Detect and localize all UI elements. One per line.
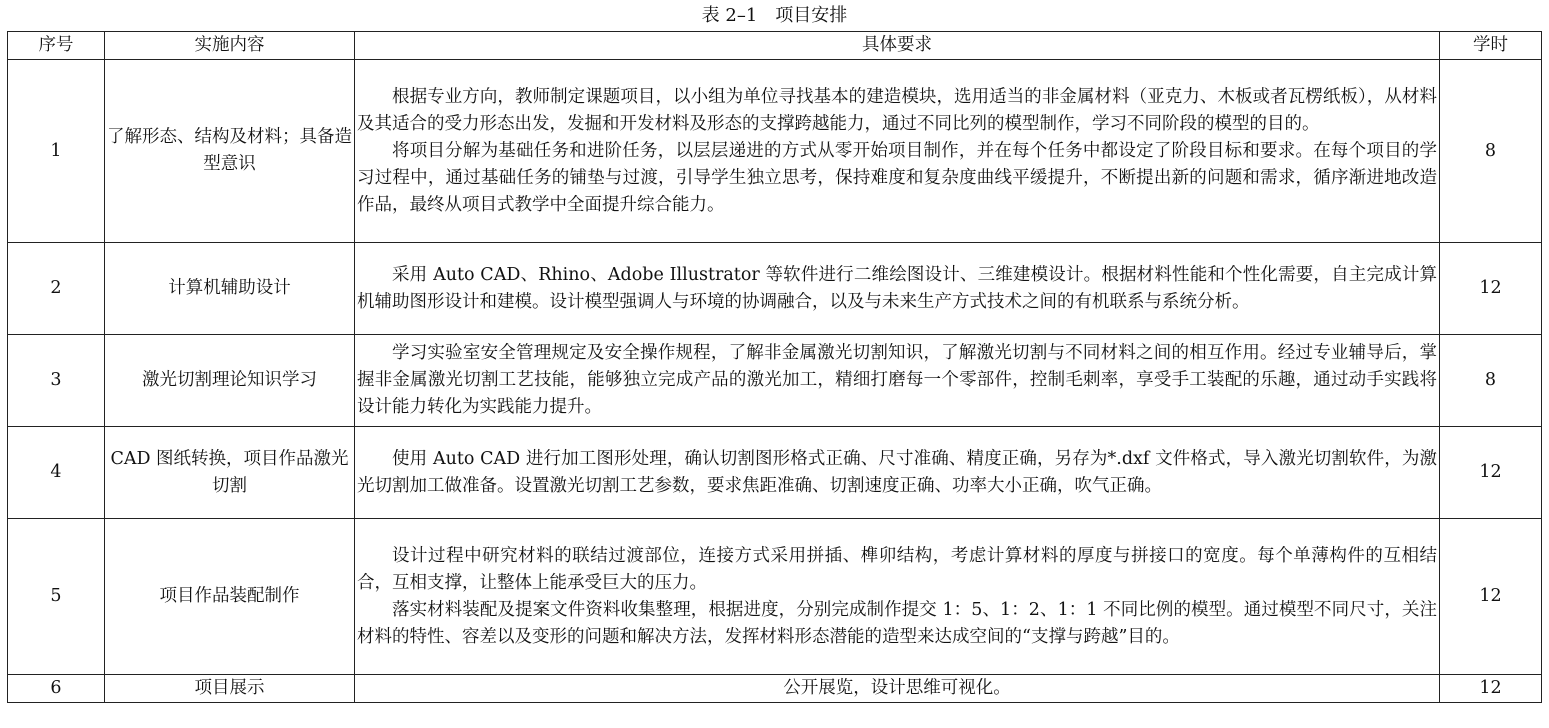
row-hours: 12 [1440,243,1542,335]
row-hours: 12 [1440,427,1542,519]
row-hours: 8 [1440,60,1542,243]
table-row [8,243,1542,335]
table-row [8,427,1542,519]
table-row [8,335,1542,427]
row-content: CAD 图纸转换，项目作品激光切割 [105,427,355,519]
row-number: 1 [8,60,105,243]
row-number: 5 [8,519,105,675]
row-hours: 8 [1440,335,1542,427]
header-content: 实施内容 [105,32,355,60]
row-number: 6 [8,675,105,703]
row-content: 项目展示 [105,675,355,703]
row-number: 3 [8,335,105,427]
row-content: 计算机辅助设计 [105,243,355,335]
row-hours: 12 [1440,519,1542,675]
requirement-paragraph: 设计过程中研究材料的联结过渡部位，连接方式采用拼插、榫卯结构，考虑计算材料的厚度与拼接口的宽度。每个单薄构件的互相结合，互相支撑，让整体上能承受巨大的压力。 [357,545,1437,593]
row-content: 项目作品装配制作 [105,519,355,675]
row-number: 2 [8,243,105,335]
header-no: 序号 [8,32,105,60]
requirement-paragraph: 使用 Auto CAD 进行加工图形处理，确认切割图形格式正确、尺寸准确、精度正确，另存为*.dxf 文件格式，导入激光切割软件，为激光切割加工做准备。设置激光切割工艺参数，要求焦距准确、切割速度正确、功率大小正确，吹气正确。 [357,448,1437,496]
row-content: 激光切割理论知识学习 [105,335,355,427]
header-hours: 学时 [1440,32,1542,60]
table-header-row [8,32,1542,60]
requirement-paragraph: 学习实验室安全管理规定及安全操作规程，了解非金属激光切割知识，了解激光切割与不同材料之间的相互作用。经过专业辅导后，掌握非金属激光切割工艺技能，能够独立完成产品的激光加工，精细打磨每一个零部件，控制毛刺率，享受手工装配的乐趣，通过动手实践将设计能力转化为实践能力提升。 [357,343,1437,417]
table-row [8,675,1542,703]
row-requirements [355,675,1440,703]
table-caption: 表 2–1 项目安排 [701,5,848,26]
row-requirements [355,243,1440,335]
requirement-paragraph: 公开展览，设计思维可视化。 [783,678,1011,698]
requirement-paragraph: 根据专业方向，教师制定课题项目，以小组为单位寻找基本的建造模块，选用适当的非金属材料（亚克力、木板或者瓦楞纸板），从材料及其适合的受力形态出发，发掘和开发材料及形态的支撑跨越能力，通过不同比列的模型制作，学习不同阶段的模型的目的。 [357,86,1437,134]
row-requirements [355,60,1440,243]
header-requirements: 具体要求 [355,32,1440,60]
project-schedule-table [7,31,1542,703]
row-requirements [355,335,1440,427]
row-requirements [355,427,1440,519]
row-requirements [355,519,1440,675]
requirement-paragraph: 采用 Auto CAD、Rhino、Adobe Illustrator 等软件进行二维绘图设计、三维建模设计。根据材料性能和个性化需要，自主完成计算机辅助图形设计和建模。设计模型强调人与环境的协调融合，以及与未来生产方式技术之间的有机联系与系统分析。 [357,264,1437,312]
row-hours: 12 [1440,675,1542,703]
table-row [8,519,1542,675]
requirement-paragraph: 落实材料装配及提案文件资料收集整理，根据进度，分别完成制作提交 1：5、1：2、1：1 不同比例的模型。通过模型不同尺寸，关注材料的特性、容差以及变形的问题和解决方法，发挥材料形态潜能的造型来达成空间的“支撑与跨越”目的。 [357,599,1437,647]
table-row [8,60,1542,243]
row-number: 4 [8,427,105,519]
row-content: 了解形态、结构及材料；具备造型意识 [105,60,355,243]
requirement-paragraph: 将项目分解为基础任务和进阶任务，以层层递进的方式从零开始项目制作，并在每个任务中都设定了阶段目标和要求。在每个项目的学习过程中，通过基础任务的铺垫与过渡，引导学生独立思考，保持难度和复杂度曲线平缓提升，不断提出新的问题和需求，循序渐进地改造作品，最终从项目式教学中全面提升综合能力。 [357,140,1437,215]
